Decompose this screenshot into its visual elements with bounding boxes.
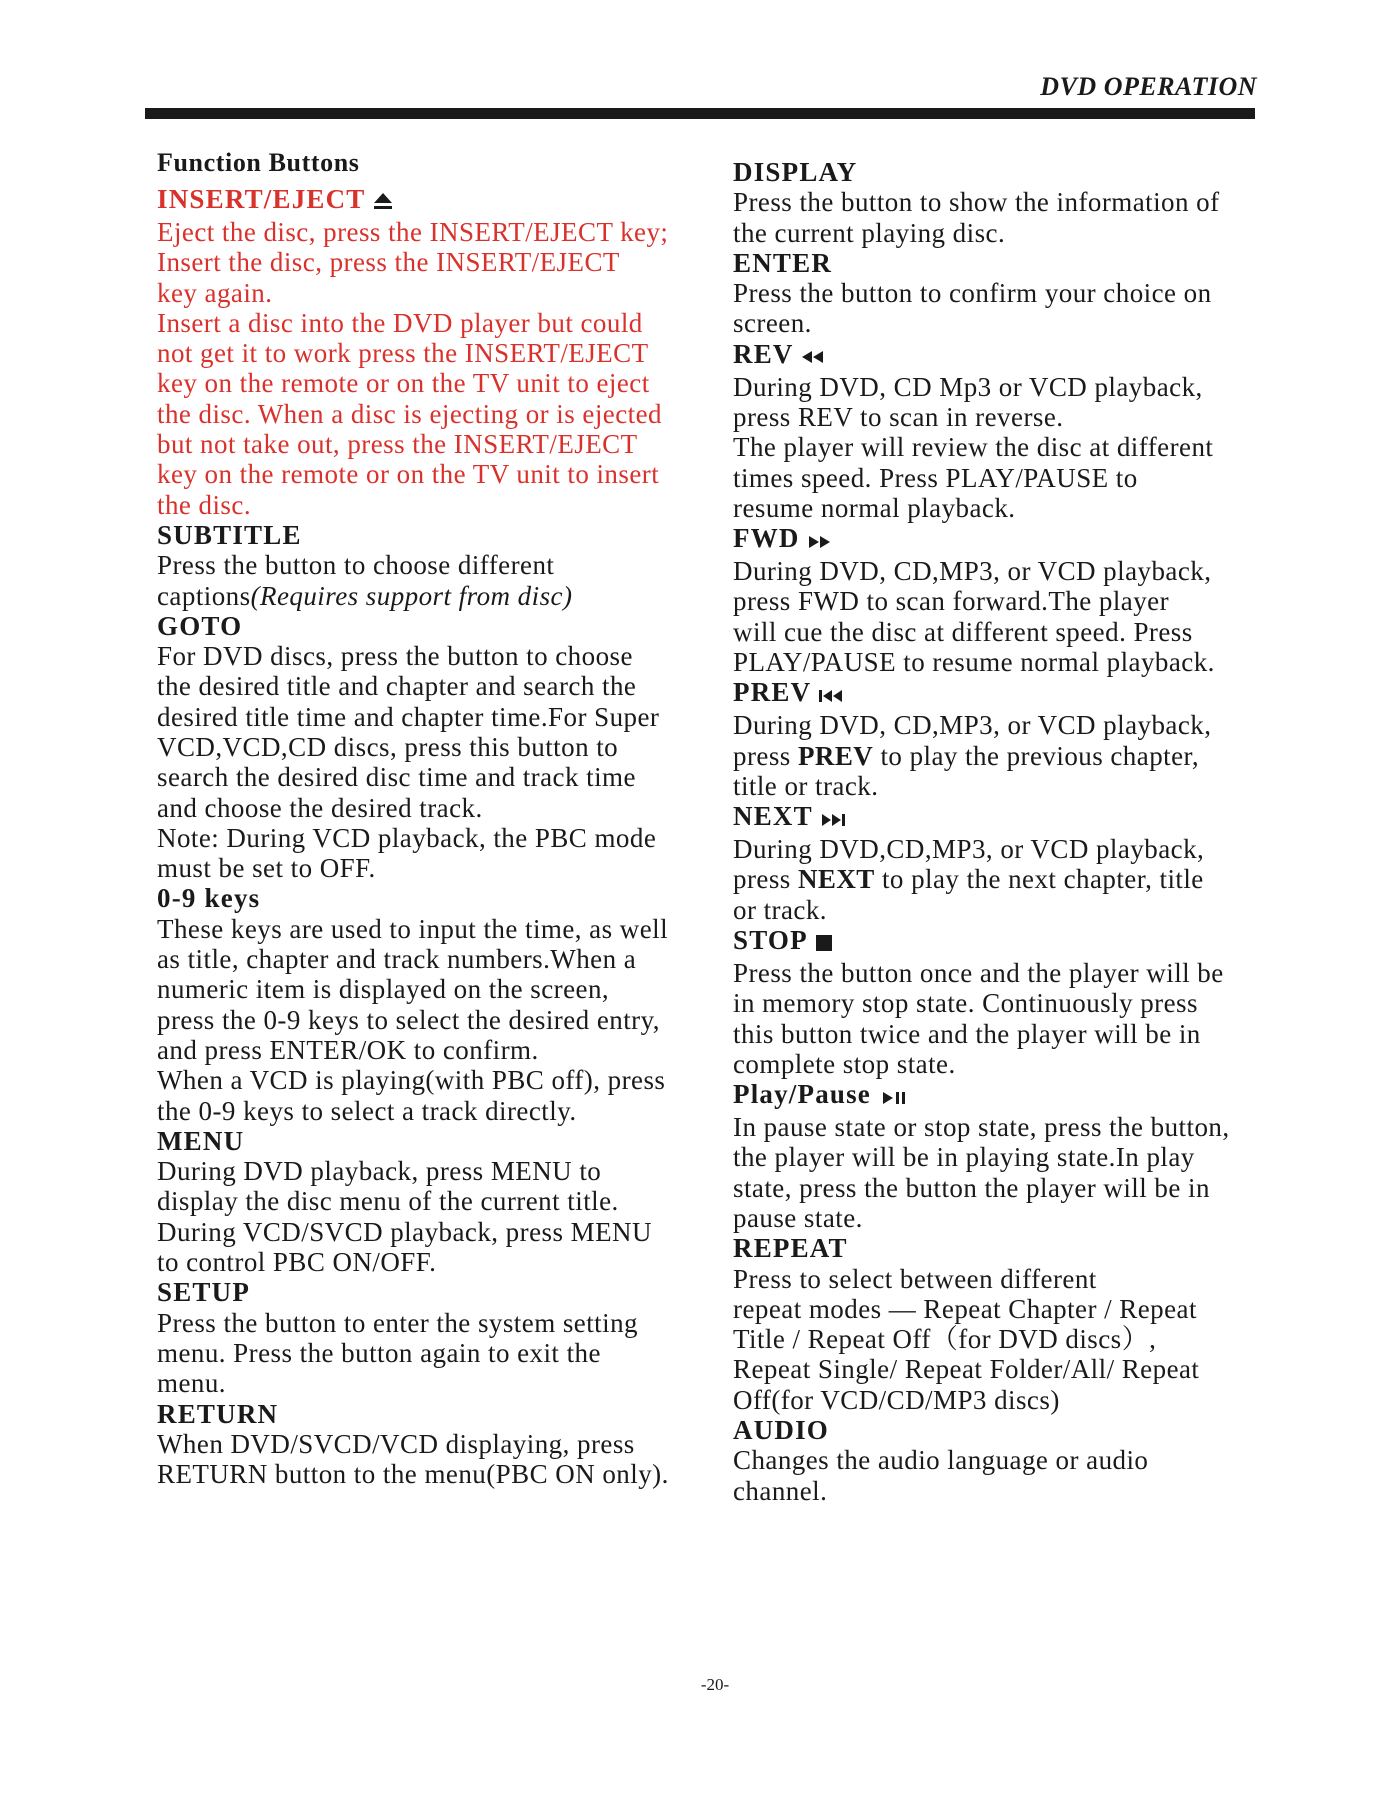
goto-line: Note: During VCD playback, the PBC mode — [157, 822, 657, 853]
insert-eject-line: the disc. When a disc is ejecting or is ejected — [157, 398, 662, 429]
fwd-line: will cue the disc at different speed. Press — [733, 616, 1193, 647]
display-line: Press the button to show the information of — [733, 187, 1220, 218]
return-section — [157, 1399, 712, 1490]
stop-section — [733, 925, 1263, 1079]
rev-line: press REV to scan in reverse. — [733, 402, 1064, 433]
rev-heading: REV — [733, 339, 1263, 372]
fwd-line: During DVD, CD,MP3, or VCD playback, — [733, 556, 1212, 587]
number-keys-line: and press ENTER/OK to confirm. — [157, 1034, 539, 1065]
repeat-line: Title / Repeat Off（for DVD discs）, — [733, 1324, 1157, 1355]
eject-icon — [372, 187, 394, 217]
insert-eject-line: key on the remote or on the TV unit to insert — [157, 459, 660, 490]
fwd-heading: FWD — [733, 523, 1263, 556]
next-line: During DVD,CD,MP3, or VCD playback, — [733, 834, 1205, 865]
goto-line: desired title time and chapter time.For Super — [157, 701, 660, 732]
prev-line: press PREV to play the previous chapter, — [733, 740, 1200, 771]
fwd-line: PLAY/PAUSE to resume normal playback. — [733, 647, 1215, 678]
section-title: Function Buttons — [157, 148, 360, 177]
display-heading: DISPLAY — [733, 157, 858, 187]
stop-line: this button twice and the player will be in — [733, 1018, 1201, 1049]
fast-forward-icon — [806, 526, 832, 556]
play-pause-line: In pause state or stop state, press the button, — [733, 1112, 1230, 1143]
goto-section — [157, 611, 712, 884]
play-pause-section — [733, 1079, 1263, 1233]
goto-heading: GOTO — [157, 610, 243, 641]
rev-line: resume normal playback. — [733, 492, 1016, 523]
stop-icon — [814, 928, 834, 958]
prev-section — [733, 677, 1263, 801]
enter-line: screen. — [733, 308, 812, 339]
prev-line: During DVD, CD,MP3, or VCD playback, — [733, 710, 1212, 741]
insert-eject-section — [157, 184, 712, 520]
audio-section — [733, 1415, 1263, 1506]
insert-eject-heading: INSERT/EJECT — [157, 184, 712, 217]
number-keys-line: These keys are used to input the time, as well — [157, 913, 669, 944]
goto-line: must be set to OFF. — [157, 853, 376, 884]
header-rule — [145, 108, 1255, 119]
page-header-title: DVD OPERATION — [1040, 72, 1257, 101]
return-line: RETURN button to the menu(PBC ON only). — [157, 1459, 669, 1490]
rev-line: During DVD, CD Mp3 or VCD playback, — [733, 371, 1203, 402]
audio-line: Changes the audio language or audio — [733, 1445, 1149, 1476]
insert-eject-line: Insert a disc into the DVD player but could — [157, 307, 643, 338]
next-line: press NEXT to play the next chapter, title — [733, 864, 1204, 895]
subtitle-section — [157, 520, 712, 611]
repeat-heading: REPEAT — [733, 1233, 848, 1264]
display-section — [733, 157, 1263, 248]
subtitle-line: Press the button to choose different — [157, 550, 555, 581]
insert-eject-line: but not take out, press the INSERT/EJECT — [157, 429, 638, 460]
prev-line: title or track. — [733, 770, 879, 801]
number-keys-line: the 0-9 keys to select a track directly. — [157, 1095, 577, 1126]
goto-line: search the desired disc time and track time — [157, 762, 636, 793]
next-section — [733, 801, 1263, 925]
prev-keyword: PREV — [797, 740, 874, 771]
play-pause-line: the player will be in playing state.In play — [733, 1142, 1195, 1173]
enter-heading: ENTER — [733, 247, 833, 278]
rev-line: The player will review the disc at different — [733, 432, 1214, 463]
goto-line: the desired title and chapter and search the — [157, 671, 637, 702]
insert-eject-line: Insert the disc, press the INSERT/EJECT — [157, 247, 620, 278]
stop-heading: STOP — [733, 925, 1263, 958]
prev-heading: PREV — [733, 677, 1263, 710]
setup-line: menu. — [157, 1368, 226, 1399]
setup-line: Press the button to enter the system setting — [157, 1307, 638, 1338]
stop-line: complete stop state. — [733, 1048, 956, 1079]
rev-section — [733, 339, 1263, 523]
next-line: or track. — [733, 894, 828, 925]
play-pause-icon — [881, 1082, 907, 1112]
fwd-section — [733, 523, 1263, 677]
rewind-icon — [800, 341, 826, 371]
goto-line: VCD,VCD,CD discs, press this button to — [157, 731, 619, 762]
setup-heading: SETUP — [157, 1277, 251, 1308]
insert-eject-line: not get it to work press the INSERT/EJECT — [157, 338, 649, 369]
audio-line: channel. — [733, 1475, 828, 1506]
next-keyword: NEXT — [797, 864, 875, 895]
subtitle-line: captions(Requires support from disc) — [157, 580, 573, 611]
repeat-section — [733, 1233, 1263, 1415]
insert-eject-line: Eject the disc, press the INSERT/EJECT key; — [157, 216, 669, 247]
repeat-line: repeat modes — Repeat Chapter / Repeat — [733, 1293, 1197, 1324]
repeat-line: Off(for VCD/CD/MP3 discs) — [733, 1384, 1060, 1415]
insert-eject-line: the disc. — [157, 489, 252, 520]
menu-line: During DVD playback, press MENU to — [157, 1156, 602, 1187]
return-heading: RETURN — [157, 1398, 279, 1429]
repeat-line: Repeat Single/ Repeat Folder/All/ Repeat — [733, 1354, 1200, 1385]
subtitle-heading: SUBTITLE — [157, 519, 302, 550]
number-keys-section — [157, 883, 712, 1125]
setup-section — [157, 1277, 712, 1398]
menu-section — [157, 1126, 712, 1277]
goto-line: and choose the desired track. — [157, 792, 483, 823]
audio-heading: AUDIO — [733, 1415, 830, 1446]
number-keys-line: When a VCD is playing(with PBC off), press — [157, 1065, 666, 1096]
menu-line: display the disc menu of the current title. — [157, 1186, 619, 1217]
number-keys-line: numeric item is displayed on the screen, — [157, 974, 610, 1005]
left-column — [157, 146, 712, 1489]
number-keys-line: press the 0-9 keys to select the desired entry, — [157, 1004, 660, 1035]
display-line: the current playing disc. — [733, 217, 1006, 248]
number-keys-line: as title, chapter and track numbers.When a — [157, 944, 637, 975]
menu-line: During VCD/SVCD playback, press MENU — [157, 1216, 652, 1247]
setup-line: menu. Press the button again to exit the — [157, 1337, 601, 1368]
subtitle-note: (Requires support from disc) — [250, 580, 573, 611]
play-pause-line: pause state. — [733, 1202, 863, 1233]
menu-line: to control PBC ON/OFF. — [157, 1247, 437, 1278]
enter-section — [733, 248, 1263, 339]
play-pause-heading: Play/Pause — [733, 1079, 1263, 1112]
next-track-icon — [819, 804, 849, 834]
fwd-line: press FWD to scan forward.The player — [733, 586, 1170, 617]
right-column — [733, 157, 1263, 1506]
return-line: When DVD/SVCD/VCD displaying, press — [157, 1428, 635, 1459]
insert-eject-line: key again. — [157, 277, 273, 308]
enter-line: Press the button to confirm your choice on — [733, 278, 1212, 309]
play-pause-line: state, press the button the player will be in — [733, 1172, 1210, 1203]
repeat-line: Press to select between different — [733, 1263, 1097, 1294]
page-number: -20- — [700, 1675, 730, 1694]
rev-line: times speed. Press PLAY/PAUSE to — [733, 462, 1138, 493]
insert-eject-line: key on the remote or on the TV unit to eject — [157, 368, 650, 399]
previous-track-icon — [817, 680, 847, 710]
stop-line: Press the button once and the player will be — [733, 957, 1224, 988]
menu-heading: MENU — [157, 1125, 245, 1156]
next-heading: NEXT — [733, 801, 1263, 834]
number-keys-heading: 0-9 keys — [157, 883, 261, 914]
stop-line: in memory stop state. Continuously press — [733, 988, 1198, 1019]
goto-line: For DVD discs, press the button to choose — [157, 641, 633, 672]
